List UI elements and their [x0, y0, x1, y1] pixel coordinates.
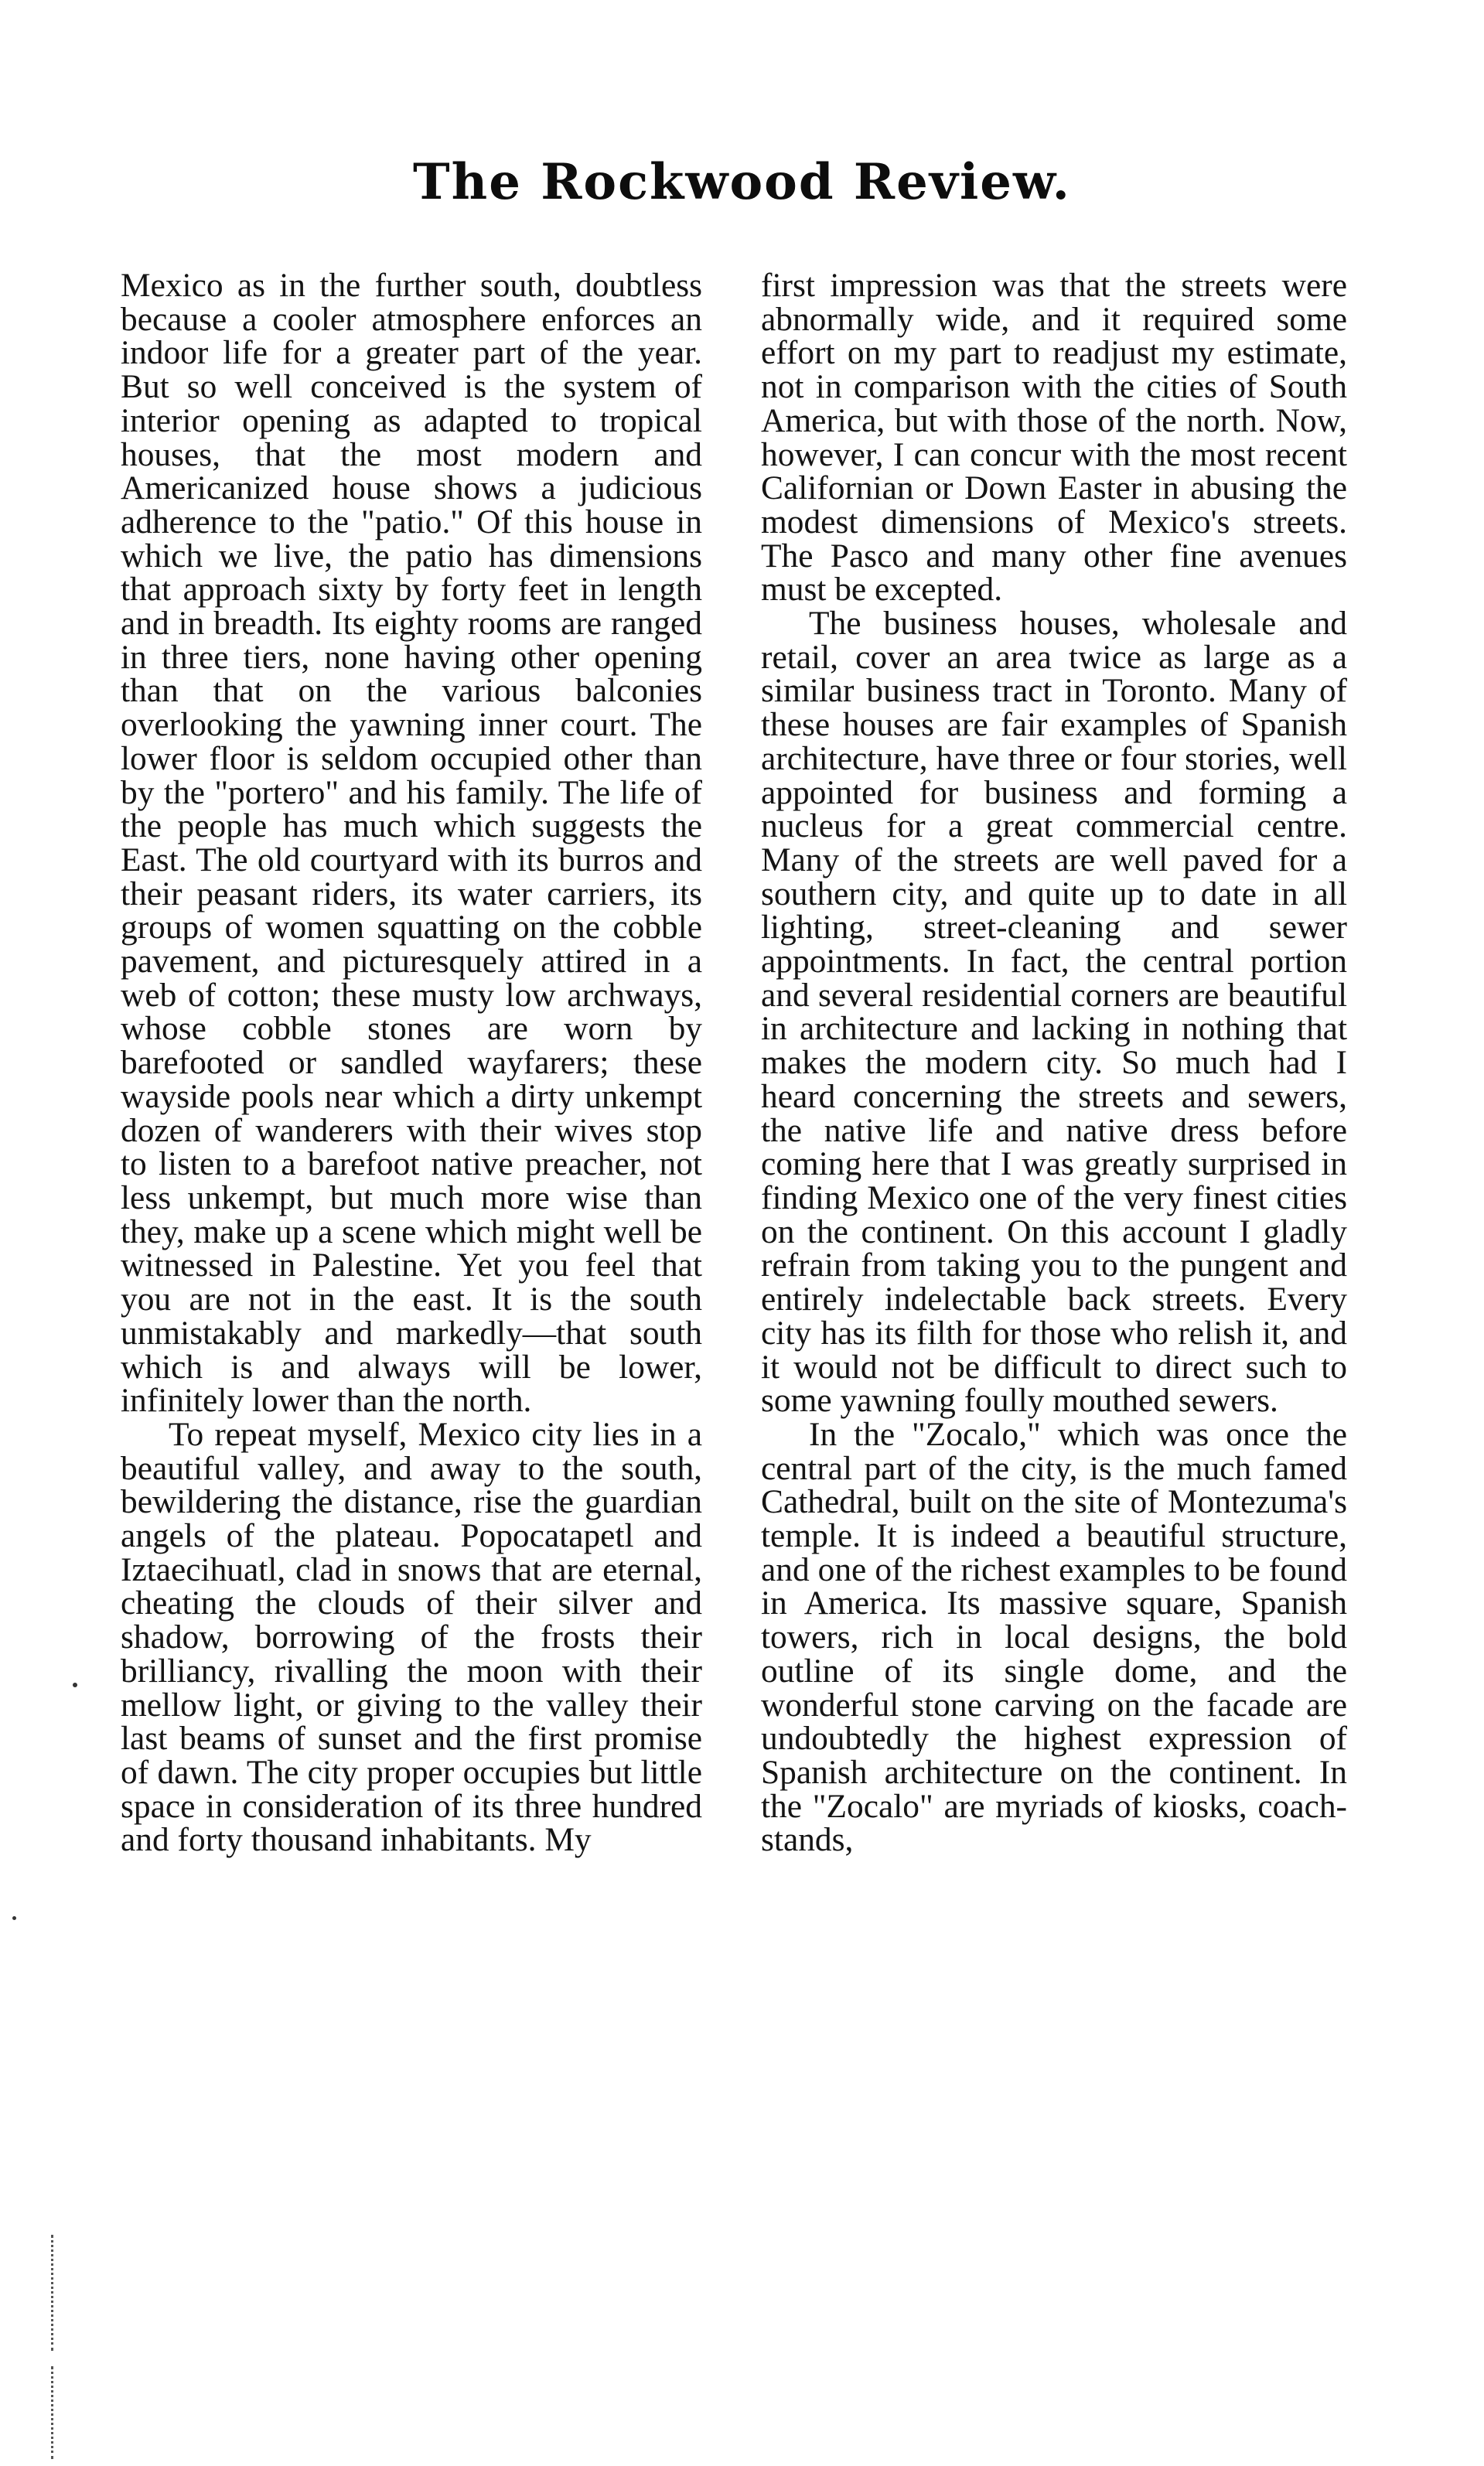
scan-speck — [12, 1916, 16, 1920]
margin-dots — [51, 2235, 56, 2351]
paragraph: The business houses, wholesale and retail, cover an area twice as large as a similar business tract in Toronto. Many of these houses are fair examples of Spanish architecture, have three or four stories, well appointed for business and forming a nucleus for a great commercial centre. Many of the streets are well paved for a southern city, and quite up to date in all lighting, street-cleaning and sewer appointments. In fact, the central portion and several residential corners are beautiful in architecture and lacking in nothing that makes the modern city. So much had I heard concerning the streets and sewers, the native life and native dress before coming here that I was greatly surprised in finding Mexico one of the very finest cities on the continent. On this account I gladly refrain from taking you to the pungent and entirely indelectable back streets. Every city has its filth for those who relish it, and it would not be difficult to direct such to some yawning foully mouthed sewers. — [761, 605, 1347, 1420]
paragraph: To repeat myself, Mexico city lies in a beautiful valley, and away to the south, bewildering the distance, rise the guardian angels of the plateau. Popocatapetl and Iztaecihuatl, clad in snows that are eternal, cheating the clouds of their silver and shadow, borrowing of the frosts their brilliancy, rivalling the moon with their mellow light, or giving to the valley their last beams of sunset and the first promise of dawn. The city proper occupies but little space in consideration of its three hundred and forty thousand inhabitants. My — [121, 1415, 702, 1859]
left-column — [121, 269, 702, 1857]
paragraph: first impression was that the streets were abnormally wide, and it required some effort on my part to readjust my estimate, not in comparison with the cities of South America, but with those of the north. Now, however, I can concur with the most recent Californian or Down Easter in abusing the modest dimensions of Mexico's streets. The Pasco and many other fine avenues must be excepted. — [761, 267, 1347, 609]
page-header-title: The Rockwood Review. — [413, 153, 1071, 211]
paragraph: In the "Zocalo," which was once the central part of the city, is the much famed Cathedral, built on the site of Montezuma's temple. It is indeed a beautiful structure, and one of the richest examples to be found in America. Its massive square, Spanish towers, rich in local designs, the bold outline of its single dome, and the wonderful stone carving on the facade are undoubtedly the highest expression of Spanish architecture on the continent. In the "Zocalo" are myriads of kiosks, coach-stands, — [761, 1415, 1347, 1859]
margin-dots — [51, 2366, 56, 2459]
scan-speck — [73, 1683, 77, 1687]
right-column — [761, 269, 1347, 1857]
paragraph: Mexico as in the further south, doubtless because a cooler atmosphere enforces an indoor life for a greater part of the year. But so well conceived is the system of interior opening as adapted to tropical houses, that the most modern and Americanized house shows a judicious adherence to the "patio." Of this house in which we live, the patio has dimensions that approach sixty by forty feet in length and in breadth. Its eighty rooms are ranged in three tiers, none having other opening than that on the various balconies overlooking the yawning inner court. The lower floor is seldom occupied other than by the "portero" and his family. The life of the people has much which suggests the East. The old courtyard with its burros and their peasant riders, its water carriers, its groups of women squatting on the cobble pavement, and picturesquely attired in a web of cotton; these musty low archways, whose cobble stones are worn by barefooted or sandled wayfarers; these wayside pools near which a dirty unkempt dozen of wanderers with their wives stop to listen to a barefoot native preacher, not less unkempt, but much more wise than they, make up a scene which might well be witnessed in Palestine. Yet you feel that you are not in the east. It is the south unmistakably and markedly—that south which is and always will be lower, infinitely lower than the north. — [121, 267, 702, 1420]
